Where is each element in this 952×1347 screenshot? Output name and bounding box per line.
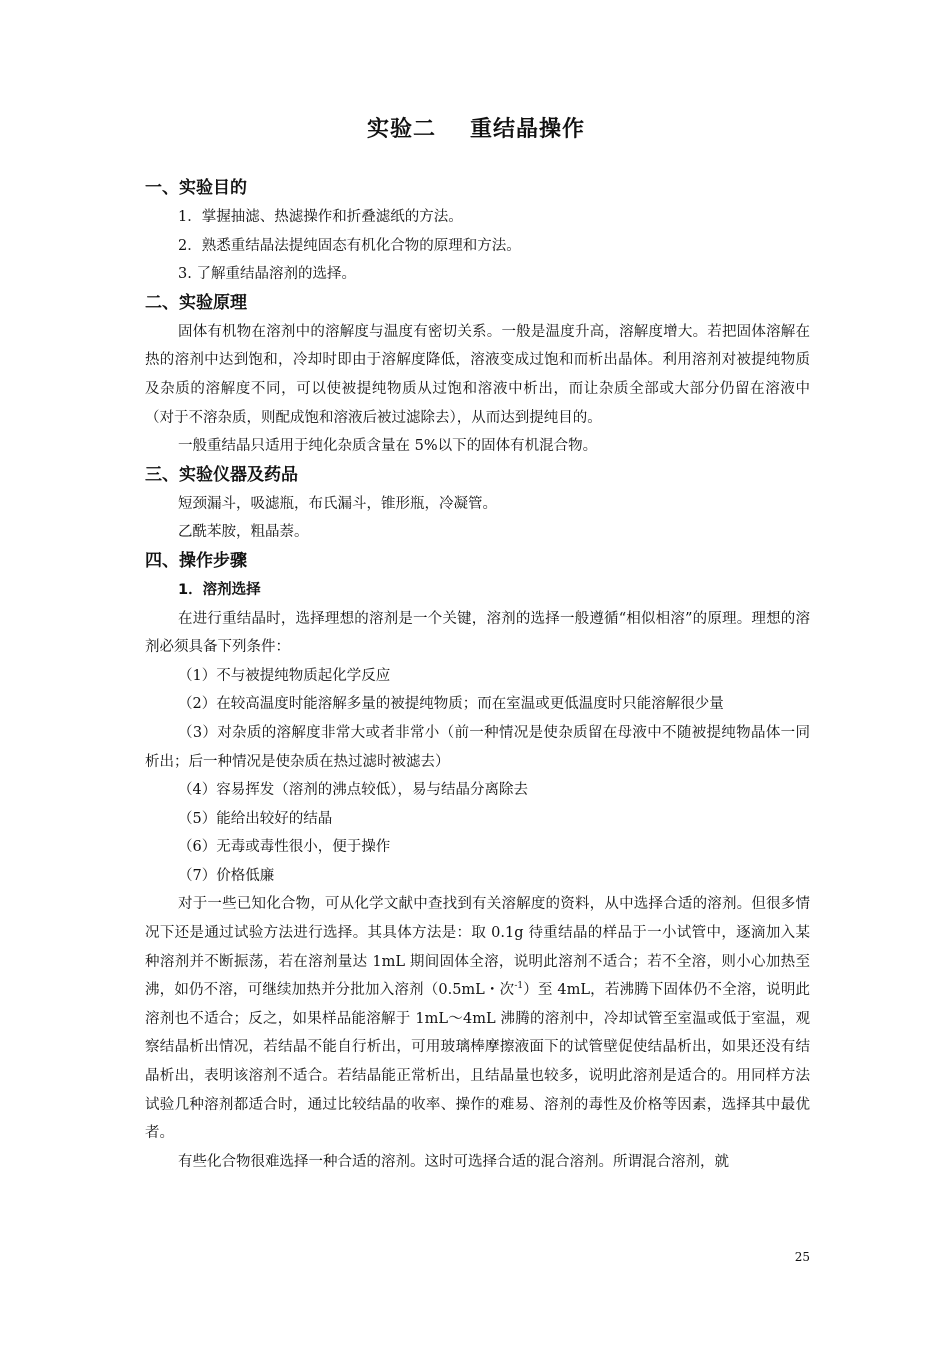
- mixed-solvent-paragraph: 有些化合物很难选择一种合适的溶剂。这时可选择合适的混合溶剂。所谓混合溶剂，就: [178, 1153, 729, 1170]
- section-heading-instruments: 三、实验仪器及药品: [145, 464, 298, 485]
- title-experiment-number: 实验二: [366, 117, 436, 142]
- page-number: 25: [794, 1250, 810, 1264]
- unit-superscript: -1: [514, 981, 524, 992]
- solvent-intro-paragraph: 在进行重结晶时，选择理想的溶剂是一个关键，溶剂的选择一般遵循“相似相溶”的原理。理想的溶剂必须具备下列条件：: [145, 610, 810, 656]
- objective-item: 2．熟悉重结晶法提纯固态有机化合物的原理和方法。: [178, 237, 521, 254]
- principle-note: 一般重结晶只适用于纯化杂质含量在 5%以下的固体有机混合物。: [178, 438, 598, 455]
- condition-item: （6）无毒或毒性很小，便于操作: [178, 839, 391, 856]
- title-experiment-name: 重结晶操作: [470, 117, 586, 142]
- section-heading-objectives: 一、实验目的: [145, 178, 247, 198]
- solvent-test-method-paragraph: [145, 890, 810, 1147]
- method-text-part-b: ）至 4mL，若沸腾下固体仍不全溶，说明此溶剂也不适合；反之，如果样品能溶解于 1mL～4mL 沸腾的溶剂中，冷却试管至室温或低于室温，观察结晶析出情况，若结晶不能自行析出，可用玻璃棒摩擦液面下的试管壁促使结晶析出，如果还没有结晶析出，表明该溶剂不适合。若结晶能正常析出，且结晶量也较多，说明此溶剂是适合的。用同样方法试验几种溶剂都适合时，通过比较结晶的收率、操作的难易、溶剂的毒性及价格等因素，选择其中最优者。: [145, 982, 811, 1142]
- document-body: [145, 174, 810, 1176]
- condition-item: （4）容易挥发（溶剂的沸点较低），易与结晶分离除去: [178, 782, 528, 799]
- section-heading-principle: 二、实验原理: [145, 292, 247, 313]
- subsection-heading-solvent-selection: 1．溶剂选择: [178, 581, 261, 598]
- instrument-list: 短颈漏斗，吸滤瓶，布氏漏斗，锥形瓶，冷凝管。: [178, 495, 497, 512]
- section-heading-procedure: 四、操作步骤: [145, 550, 247, 571]
- objective-item: 3. 了解重结晶溶剂的选择。: [178, 266, 356, 283]
- reagent-list: 乙酰苯胺，粗晶萘。: [178, 524, 309, 541]
- condition-item: （3）对杂质的溶解度非常大或者非常小（前一种情况是使杂质留在母液中不随被提纯物晶体一同析出；后一种情况是使杂质在热过滤时被滤去）: [145, 724, 810, 770]
- condition-item: （5）能给出较好的结晶: [178, 810, 333, 827]
- condition-item: （7）价格低廉: [178, 867, 275, 884]
- objective-item: 1．掌握抽滤、热滤操作和折叠滤纸的方法。: [178, 209, 463, 225]
- method-text-part-a: 对于一些已知化合物，可从化学文献中查找到有关溶解度的资料，从中选择合适的溶剂。但很多情况下还是通过试验方法进行选择。其具体方法是：取 0.1g 待重结晶的样品于一小试管中，逐滴加入某种溶剂并不断振荡，若在溶剂量达 1mL 期间固体全溶，说明此溶剂不适合；若不全溶，则小心加热至沸，如仍不溶，可继续加热并分批加入溶剂（0.5mL・次: [145, 896, 810, 999]
- condition-item: （1）不与被提纯物质起化学反应: [178, 667, 391, 684]
- page-title: [0, 114, 952, 146]
- principle-paragraph: 固体有机物在溶剂中的溶解度与温度有密切关系。一般是温度升高，溶解度增大。若把固体溶解在热的溶剂中达到饱和，冷却时即由于溶解度降低，溶液变成过饱和而析出晶体。利用溶剂对被提纯物质及杂质的溶解度不同，可以使被提纯物质从过饱和溶液中析出，而让杂质全部或大部分仍留在溶液中（对于不溶杂质，则配成饱和溶液后被过滤除去），从而达到提纯目的。: [145, 323, 810, 426]
- condition-item: （2）在较高温度时能溶解多量的被提纯物质；而在室温或更低温度时只能溶解很少量: [178, 696, 724, 713]
